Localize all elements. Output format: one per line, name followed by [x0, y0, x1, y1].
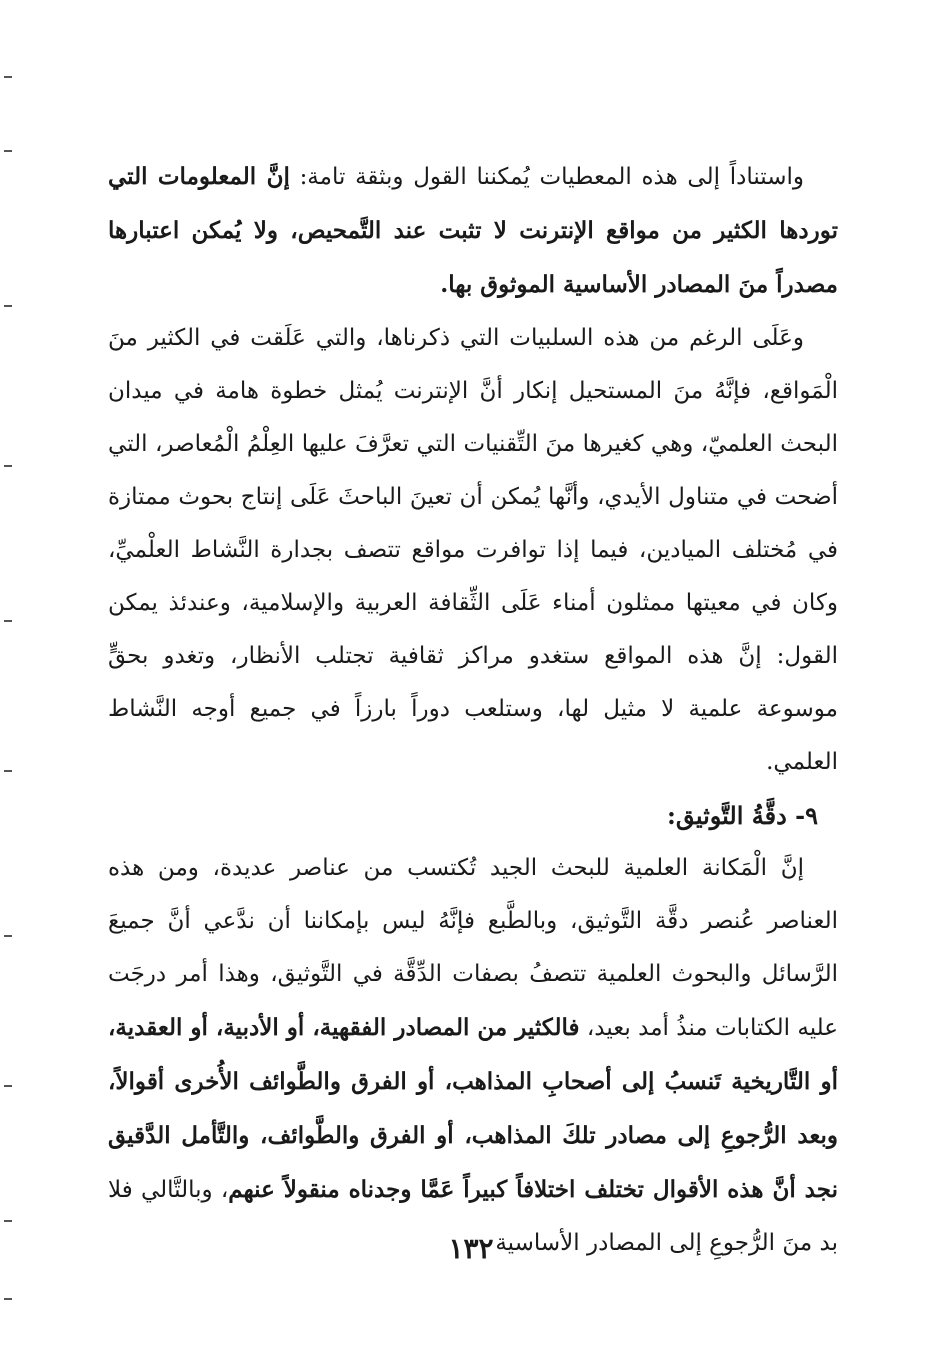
margin-mark: [4, 76, 12, 78]
page-body: [108, 150, 838, 1270]
section-heading: ٩- دقَّةُ التَّوثيق:: [666, 801, 818, 830]
margin-mark: [4, 620, 12, 622]
paragraph-1: [108, 150, 838, 312]
page-number: ١٣٢: [448, 1232, 494, 1265]
paragraph-3-text-start: إنَّ الْمَكانة العلمية للبحث الجيد تُكتسب من عناصر عديدة، ومن هذه العناصر عُنصر دقَّة التَّوثيق، وبالطَّبع فإنَّهُ ليس بإمكاننا أن ندَّعي أنَّ جميعَ الرَّسائل والبحوث العلمية تتصفُ بصفات الدِّقَّة في التَّوثيق، وهذا أمر درجَت عليه الكتابات منذُ أمد بعيد،: [108, 855, 838, 1041]
margin-mark: [4, 1220, 12, 1222]
margin-mark: [4, 150, 12, 152]
margin-mark: [4, 465, 12, 467]
paragraph-3: [108, 842, 838, 1270]
margin-mark: [4, 305, 12, 307]
margin-mark: [4, 935, 12, 937]
margin-mark: [4, 770, 12, 772]
margin-mark: [4, 1298, 12, 1300]
paragraph-3-bold-text: فالكثير من المصادر الفقهية، أو الأدبية، أو العقدية، أو التَّاريخية تَنسبُ إلى أصحابِ المذاهب، أو الفرق والطَّوائف الأُخرى أقوالاً، وبعد الرُّجوعِ إلى مصادر تلكَ المذاهب، أو الفرق والطَّوائف، والتَّأمل الدَّقيق نجد أنَّ هذه الأقوال تختلف اختلافاً كبيراً عَمَّا وجدناه منقولاً عنهم: [108, 1014, 838, 1203]
paragraph-3-text-end: ، وبالتَّالي فلا بد منَ الرُّجوعِ إلى المصادر الأساسية: [108, 1177, 838, 1256]
paragraph-1-bold-text: إنَّ المعلومات التي توردها الكثير من مواقع الإنترنت لا تثبت عند التَّمحيص، ولا يُمكن اعتبارها مصدراً منَ المصادر الأساسية الموثوق بها.: [108, 163, 838, 298]
paragraph-2: [108, 312, 838, 789]
paragraph-1-text: واستناداً إلى هذه المعطيات يُمكننا القول وبثقة تامة:: [289, 164, 804, 190]
paragraph-2-text: وعَلَى الرغم من هذه السلبيات التي ذكرناها، والتي عَلَقت في الكثير منَ الْمَواقع، فإنَّهُ منَ المستحيل إنكار أنَّ الإنترنت يُمثل خطوة هامة في ميدان البحث العلميّ، وهي كغيرها منَ التِّقنيات التي تعرَّفَ عليها العِلْمُ الْمُعاصر، التي أضحت في متناول الأيدي، وأنَّها يُمكن أن تعينَ الباحثَ عَلَى إنتاج بحوث ممتازة في مُختلف الميادين، فيما إذا توافرت مواقع تتصف بجدارة النَّشاط العلْميِّ، وكان في معيتها ممثلون أمناء عَلَى الثِّقافة العربية والإسلامية، وعندئذ يمكن القول: إنَّ هذه المواقع ستغدو مراكز ثقافية تجتلب الأنظار، وتغدو بحقٍّ موسوعة علمية لا مثيل لها، وستلعب دوراً بارزاً في جميع أوجه النَّشاط العلمي.: [108, 325, 838, 775]
margin-mark: [4, 1085, 12, 1087]
